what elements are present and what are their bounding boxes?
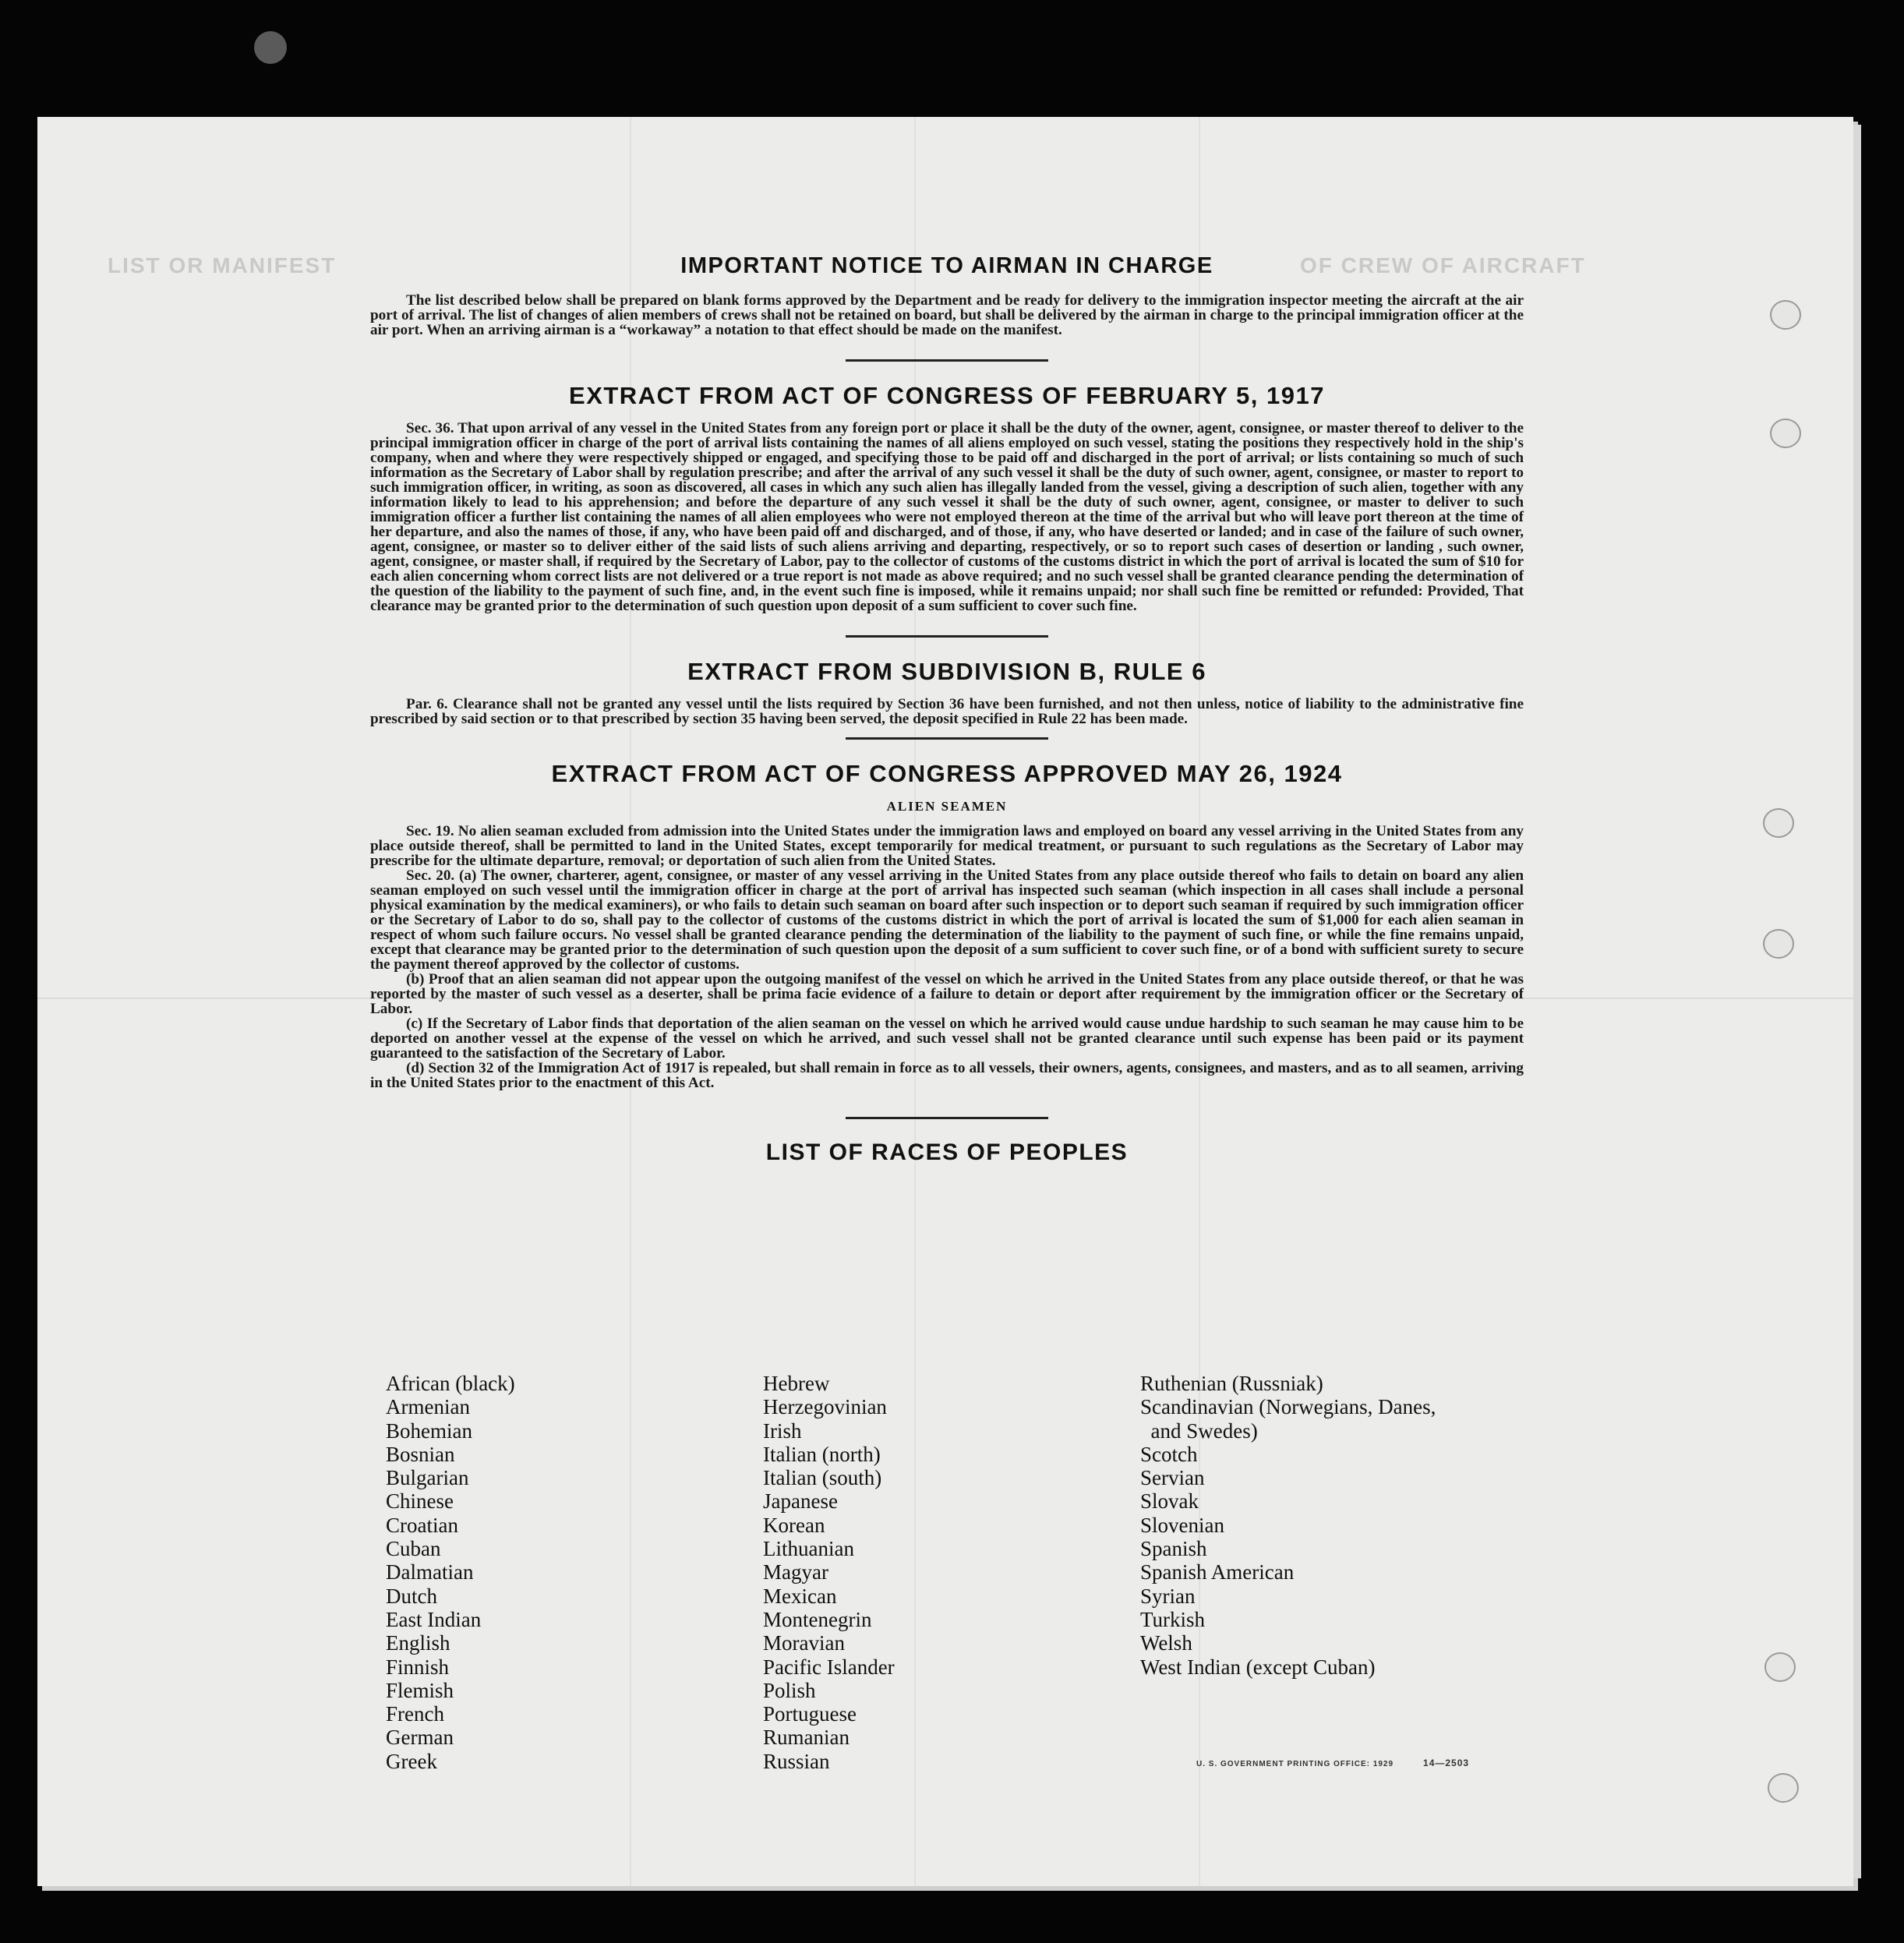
section-divider [846,359,1048,362]
race-item: Magyar [763,1560,828,1584]
act-1924-title: EXTRACT FROM ACT OF CONGRESS APPROVED MAY 26, 1924 [551,760,1343,787]
race-item: German [386,1726,454,1750]
race-item: Portuguese [763,1702,857,1726]
notice-title: IMPORTANT NOTICE TO AIRMAN IN CHARGE [680,253,1213,278]
race-item: Greek [386,1749,437,1773]
race-item: Bohemian [386,1418,472,1443]
printer-imprint [1196,1758,1469,1768]
race-item: Finnish [386,1655,450,1679]
binder-hole [1770,300,1801,330]
race-item: and Swedes) [1140,1418,1258,1443]
rule-6-title: EXTRACT FROM SUBDIVISION B, RULE 6 [687,658,1206,685]
sec-20c-text: (c) If the Secretary of Labor finds that deportation of the alien seaman on the vessel on which he arrived would cause undue hardship to such seaman he may cause him to be deported on another vessel at the expense of the vessel on which he arrived, and such vessel shall not be granted clearance until such expense has been paid or its payment guaranteed to the satisfaction of the Secretary of Labor. [370,1016,1524,1062]
race-item: Slovenian [1140,1513,1224,1537]
binder-hole [1764,1652,1796,1682]
races-column-1 [386,1372,515,1773]
sec-20d-text: (d) Section 32 of the Immigration Act of 1917 is repealed, but shall remain in force as to all vessels, their owners, agents, consignees, and masters, and as to all seamen, arriving in the United States prior to the enactment of this Act. [370,1060,1524,1091]
form-number: 14—2503 [1423,1758,1470,1768]
race-item: Syrian [1140,1584,1196,1608]
punch-hole [254,31,287,64]
race-item: Korean [763,1513,825,1537]
race-item: Chinese [386,1489,454,1514]
binder-hole [1770,419,1801,448]
race-item: Irish [763,1418,802,1443]
race-item: Spanish American [1140,1560,1295,1584]
races-column-3 [1140,1372,1436,1679]
race-item: Servian [1140,1466,1205,1490]
printer-line: U. S. GOVERNMENT PRINTING OFFICE: 1929 [1196,1760,1394,1768]
race-item: Scandinavian (Norwegians, Danes, [1140,1395,1436,1419]
document-body [370,253,1524,1166]
races-title: LIST OF RACES OF PEOPLES [765,1139,1129,1165]
race-item: Polish [763,1678,816,1702]
race-item: English [386,1631,450,1655]
race-item: Armenian [386,1395,470,1419]
race-item: French [386,1702,444,1726]
rule-6-text: Par. 6. Clearance shall not be granted any vessel until the lists required by Section 36 have been furnished, and not then unless, notice of liability to the administrative fine prescribed by said section or to that prescribed by section 35 having been served, the deposit specified in Rule 22 has been made. [370,696,1524,727]
act-1917-text: Sec. 36. That upon arrival of any vessel in the United States from any foreign port or place it shall be the duty of the owner, agent, consignee, or master thereof to deliver to the principal immigration officer in charge of the port of arrival lists containing the names of all aliens employed on such vessel, stating the positions they respectively hold in the ship's company, when and where they were respectively shipped or engaged, and specifying those to be paid off and discharged in the port of arrival; or lists containing so much of such information as the Secretary of Labor shall by regulation prescribe; and after the arrival of any such vessel it shall be the duty of such owner, agent, consignee, or master to report to such immigration officer, in writing, as soon as discovered, all cases in which any such alien has illegally landed from the vessel, giving a description of such alien, together with any information likely to lead to his apprehension; and before the departure of any such vessel it shall be the duty of such owner, agent, consignee, or master to deliver to such immigration officer a further list containing the names of all alien employees who were not employed thereon at the time of the arrival but who will leave port thereon at the time of her departure, and also the names of those, if any, who have been paid off and discharged, and of those, if any, who have deserted or landed; and in case of the failure of such owner, agent, consignee, or master so to deliver either of the said lists of such aliens arriving and departing, respectively, or so to report such cases of desertion or landing , such owner, agent, consignee, or master shall, if required by the Secretary of Labor, pay to the collector of customs of the customs district in which the port of arrival is located the sum of $10 for each alien concerning whom correct lists are not delivered or a true report is not made as above required; and no such vessel shall be granted clearance pending the determination of the question of the liability to the payment of such fine, and, in the event such fine is imposed, while it remains unpaid; nor shall such fine be remitted or refunded: Provided, That clearance may be granted prior to the determination of such question upon deposit of a sum sufficient to cover such fine. [370,420,1524,614]
race-item: Italian (south) [763,1466,882,1490]
race-item: Rumanian [763,1726,850,1750]
binder-hole [1763,929,1794,959]
sec-20b-text: (b) Proof that an alien seaman did not appear upon the outgoing manifest of the vessel on which he arrived in the United States from any place outside thereof, or that he was reported by the master of such vessel as a deserter, shall be prima facie evidence of a failure to detain or deport after requirement by the immigration officer or the Secretary of Labor. [370,971,1524,1017]
race-item: Russian [763,1749,830,1773]
race-item: Ruthenian (Russniak) [1140,1372,1323,1395]
race-item: Bulgarian [386,1466,469,1490]
race-item: Italian (north) [763,1442,881,1466]
bleed-through-text: OF CREW OF AIRCRAFT [1300,253,1586,277]
race-item: Welsh [1140,1631,1192,1655]
race-item: Dutch [386,1584,437,1608]
act-1917-title: EXTRACT FROM ACT OF CONGRESS OF FEBRUARY 5, 1917 [569,382,1325,409]
race-item: Scotch [1140,1442,1198,1466]
race-item: Cuban [386,1537,441,1561]
race-item: West Indian (except Cuban) [1140,1655,1376,1679]
race-item: Flemish [386,1678,454,1702]
race-item: Slovak [1140,1489,1199,1514]
section-divider [846,737,1048,740]
race-item: Mexican [763,1584,837,1608]
race-item: Spanish [1140,1537,1207,1561]
race-item: Herzegovinian [763,1395,887,1419]
race-item: Lithuanian [763,1537,854,1561]
binder-hole [1768,1773,1799,1803]
race-item: East Indian [386,1607,482,1631]
sheet-edge [1853,125,1861,1878]
race-item: Moravian [763,1631,845,1655]
race-item: Bosnian [386,1442,455,1466]
section-divider [846,1117,1048,1119]
race-item: Dalmatian [386,1560,474,1584]
alien-seamen-heading: ALIEN SEAMEN [886,799,1008,814]
section-divider [846,635,1048,638]
race-item: Hebrew [763,1372,830,1395]
race-item: Pacific Islander [763,1655,895,1679]
notice-text: The list described below shall be prepared on blank forms approved by the Department and be ready for delivery to the immigration inspector meeting the aircraft at the air port of arrival. The list of changes of alien members of crews shall not be retained on board, but shall be delivered by the airman in charge to the principal immigration officer at the air port. When an arriving airman is a “workaway” a notation to that effect should be made on the manifest. [370,292,1524,338]
sec-20a-text: Sec. 20. (a) The owner, charterer, agent, consignee, or master of any vessel arriving in the United States from any place outside thereof who fails to detain on board any alien seaman employed on such vessel until the immigration officer in charge at the port of arrival has inspected such seaman (which inspection in all cases shall include a personal physical examination by the medical examiners), or who fails to detain such seaman on board after such inspection or to deport such seaman if required by such immigration officer or the Secretary of Labor to do so, shall pay to the collector of customs of the customs district in which the port of arrival is located the sum of $1,000 for each alien seaman in respect of whom such failure occurs. No vessel shall be granted clearance pending the determination of the liability to the payment of such fine, or while the fine remains unpaid, except that clearance may be granted prior to the determination of such question upon the deposit of a sum sufficient to cover such fine, or of a bond with sufficient surety to secure the payment thereof approved by the collector of customs. [370,867,1524,973]
bleed-through-text: LIST OR MANIFEST [108,253,337,277]
binder-hole [1763,808,1794,838]
sec-19-text: Sec. 19. No alien seaman excluded from admission into the United States under the immigration laws and employed on board any vessel arriving in the United States from any place outside thereof, shall be permitted to land in the United States, except temporarily for medical treatment, or pursuant to such regulations as the Secretary of Labor may prescribe for the ultimate departure, removal; or deportation of such alien from the United States. [370,823,1524,869]
race-item: Croatian [386,1513,458,1537]
race-item: Japanese [763,1489,838,1514]
race-item: Montenegrin [763,1607,872,1631]
race-item: Turkish [1140,1607,1206,1631]
races-column-2 [763,1372,895,1773]
race-item: African (black) [386,1372,515,1395]
